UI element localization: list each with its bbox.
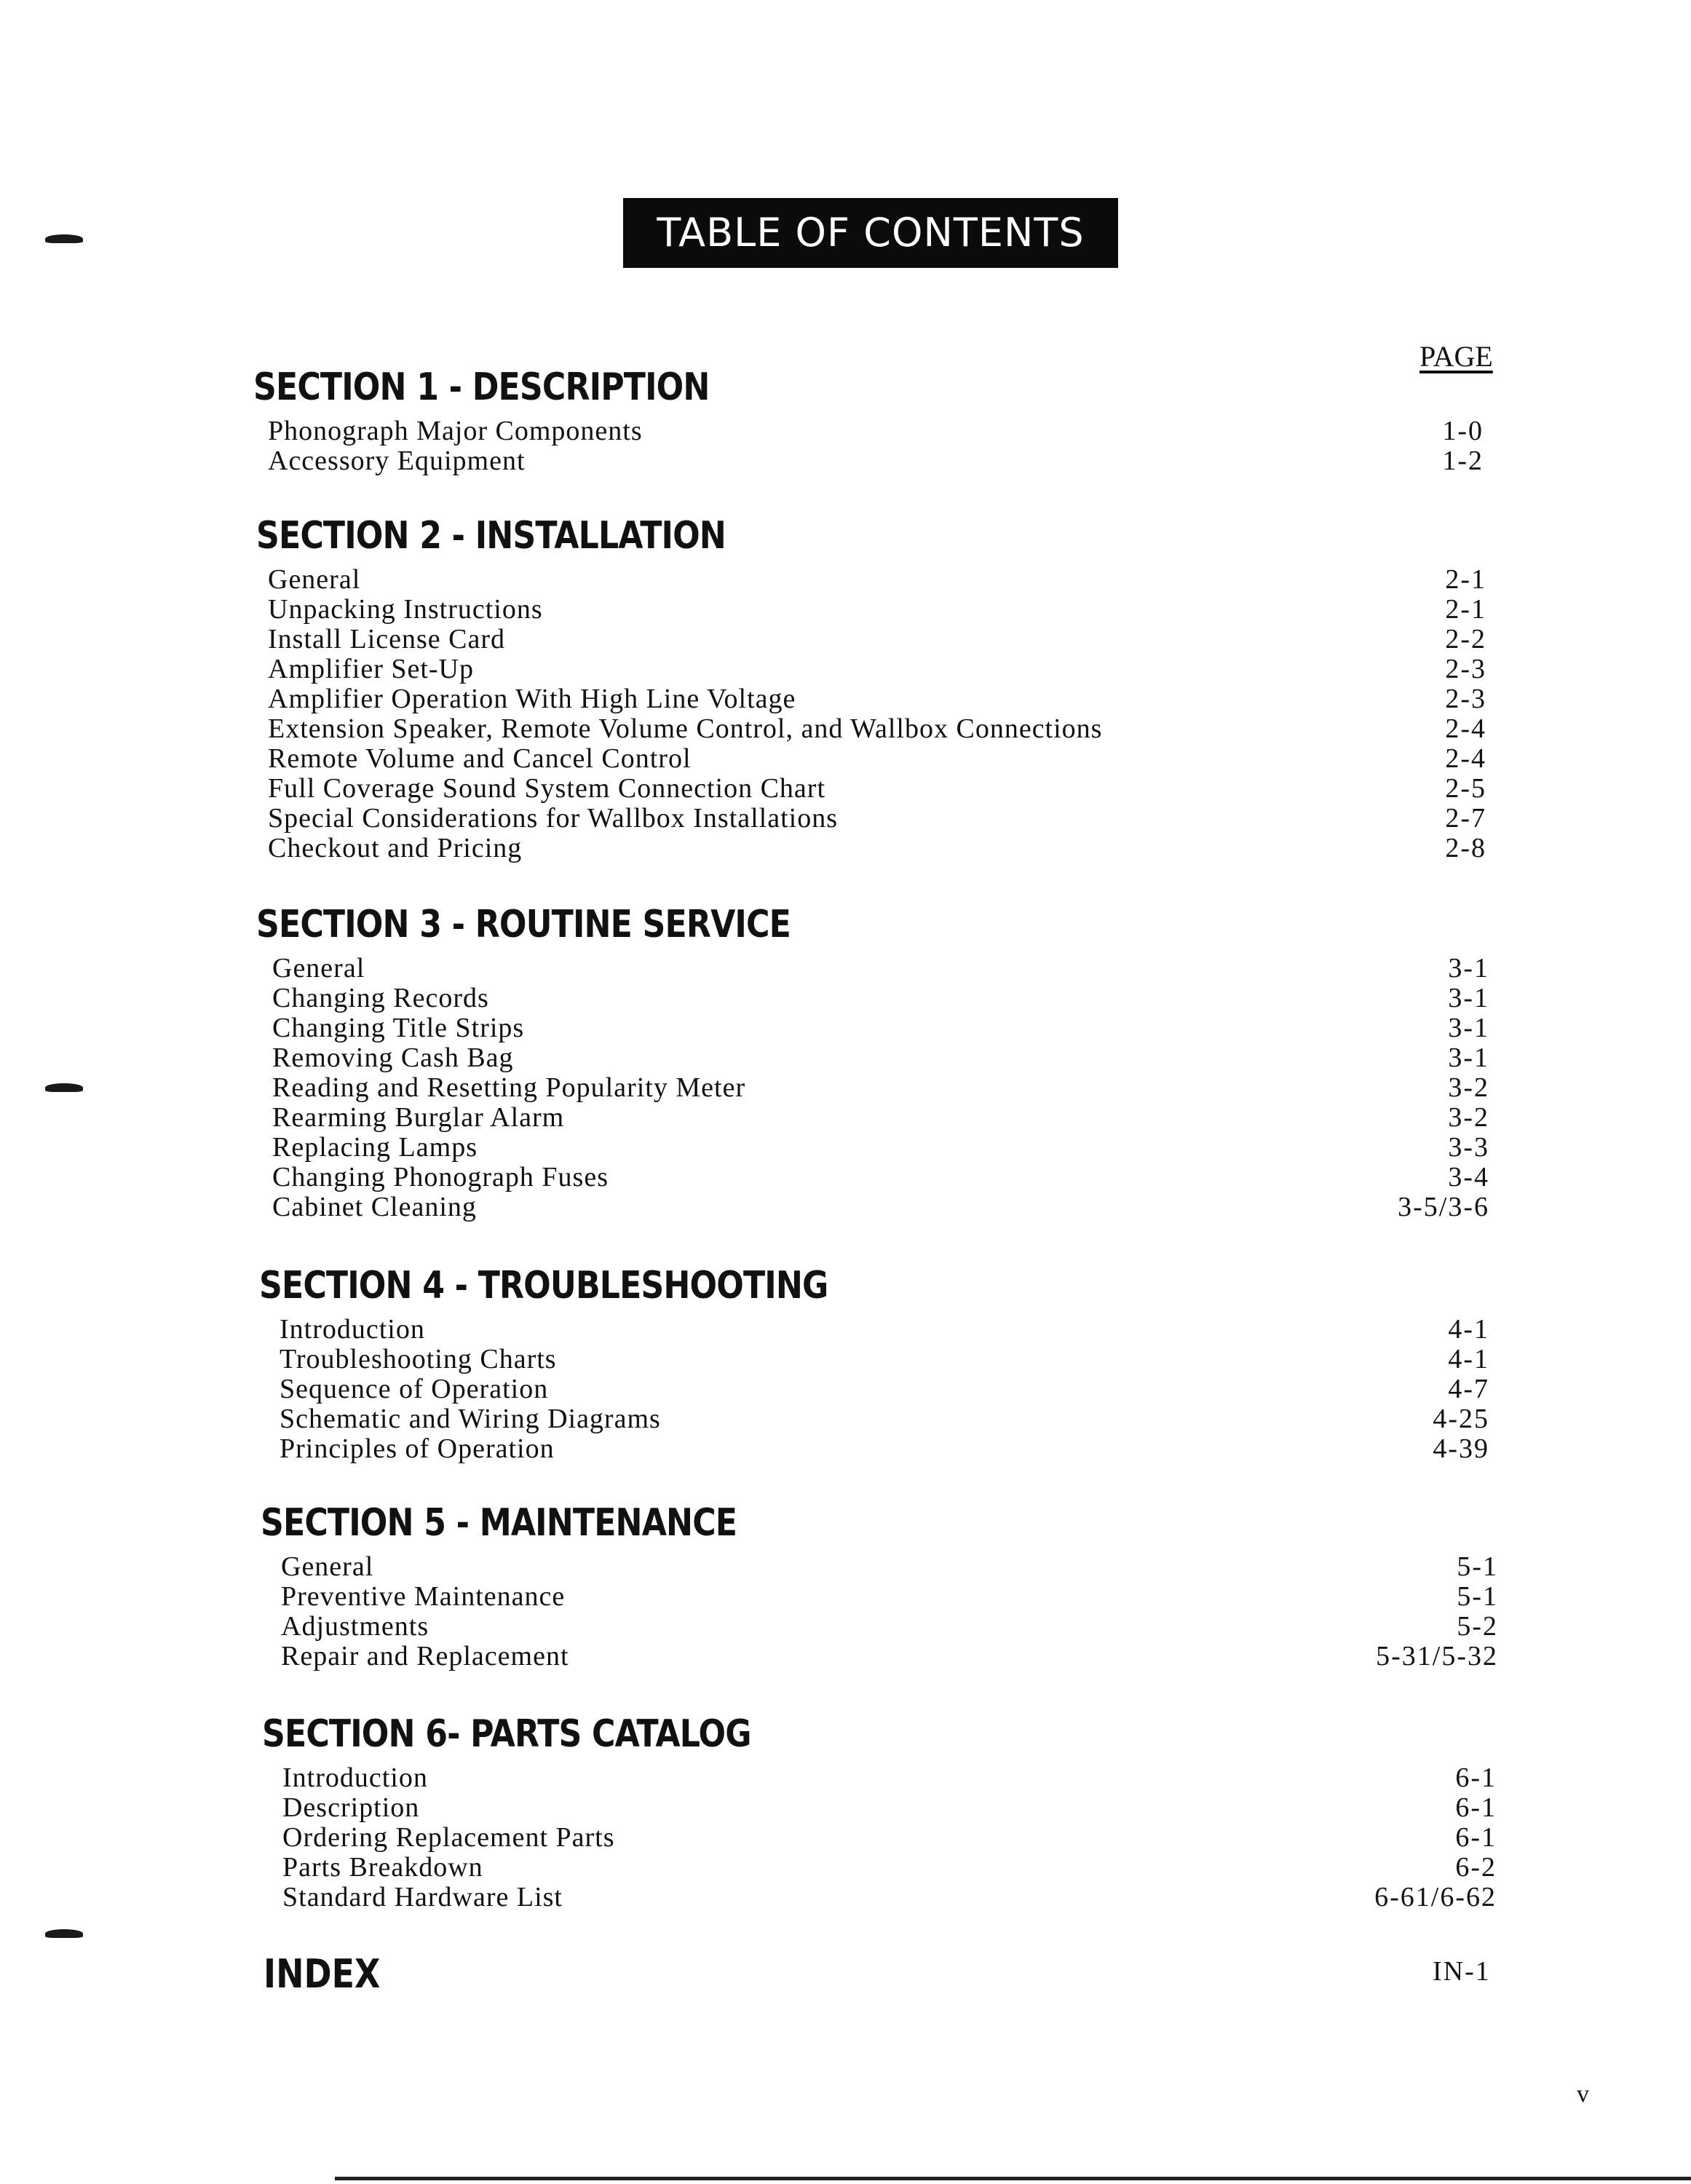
entry-page: 5-1 <box>1457 1581 1498 1612</box>
entry-page: 3-1 <box>1448 1013 1489 1043</box>
section-1 <box>253 364 1484 476</box>
entry-label: Full Coverage Sound System Connection Chart <box>268 773 826 804</box>
entry-label: Install License Card <box>268 624 506 654</box>
entry-label: General <box>272 953 365 984</box>
entry-label: Standard Hardware List <box>282 1882 563 1912</box>
entry-page: 3-2 <box>1448 1072 1489 1103</box>
toc-entry[interactable] <box>268 654 1486 684</box>
entry-label: Reading and Resetting Popularity Meter <box>272 1072 746 1103</box>
toc-entry[interactable] <box>268 834 1486 863</box>
entry-label: Introduction <box>280 1314 425 1345</box>
entry-page: 2-8 <box>1445 833 1486 863</box>
toc-entry[interactable] <box>281 1642 1498 1671</box>
section-entries <box>261 1552 1498 1671</box>
toc-entry[interactable] <box>280 1374 1489 1404</box>
entry-page: 3-4 <box>1448 1162 1489 1192</box>
entry-page: 1-2 <box>1442 446 1484 476</box>
entry-label: Changing Records <box>272 983 489 1013</box>
section-heading: SECTION 3 - ROUTINE SERVICE <box>256 903 791 946</box>
entry-label: General <box>281 1551 374 1582</box>
entry-label: Rearming Burglar Alarm <box>272 1102 565 1133</box>
index-page: IN-1 <box>1433 1956 1491 1987</box>
entry-label: Special Considerations for Wallbox Installations <box>268 803 839 834</box>
entry-label: Extension Speaker, Remote Volume Control, and Wallbox Connections <box>268 713 1103 744</box>
section-heading: SECTION 5 - MAINTENANCE <box>261 1501 737 1545</box>
entry-page: 2-4 <box>1445 743 1486 774</box>
section-6 <box>262 1711 1497 1912</box>
toc-entry[interactable] <box>268 684 1486 714</box>
toc-entry[interactable] <box>281 1582 1498 1612</box>
section-entries <box>259 1315 1489 1464</box>
toc-entry[interactable] <box>272 1163 1489 1192</box>
section-heading: SECTION 4 - TROUBLESHOOTING <box>259 1264 828 1307</box>
entry-page: 3-1 <box>1448 953 1489 984</box>
entry-label: Replacing Lamps <box>272 1132 478 1163</box>
entry-page: 6-2 <box>1455 1852 1497 1883</box>
section-entries <box>256 954 1489 1222</box>
entry-label: Amplifier Operation With High Line Voltage <box>268 684 796 714</box>
entry-page: 6-1 <box>1455 1822 1497 1853</box>
toc-entry[interactable] <box>281 1612 1498 1642</box>
section-2 <box>256 513 1486 863</box>
entry-page: 6-1 <box>1455 1762 1497 1793</box>
toc-entry[interactable] <box>282 1823 1497 1853</box>
toc-entry[interactable] <box>272 954 1489 984</box>
entry-page: 2-4 <box>1445 713 1486 744</box>
entry-page: 2-1 <box>1445 564 1486 595</box>
section-entries <box>253 416 1484 476</box>
entry-page: 3-1 <box>1448 983 1489 1013</box>
section-heading: SECTION 6- PARTS CATALOG <box>262 1712 751 1756</box>
entry-page: 2-2 <box>1445 624 1486 654</box>
entry-label: Introduction <box>282 1762 428 1793</box>
entry-page: 1-0 <box>1442 416 1484 446</box>
entry-page: 6-1 <box>1455 1792 1497 1823</box>
toc-entry[interactable] <box>268 595 1486 625</box>
toc-entry[interactable] <box>268 416 1484 446</box>
toc-entry[interactable] <box>268 744 1486 774</box>
section-entries <box>262 1763 1497 1912</box>
toc-entry[interactable] <box>282 1883 1497 1912</box>
toc-entry[interactable] <box>272 1133 1489 1163</box>
punch-hole-mark-top <box>45 234 83 243</box>
entry-page: 4-39 <box>1433 1433 1489 1464</box>
entry-label: Changing Title Strips <box>272 1013 525 1043</box>
toc-entry[interactable] <box>282 1763 1497 1793</box>
entry-page: 4-25 <box>1433 1404 1489 1434</box>
toc-entry[interactable] <box>272 1073 1489 1103</box>
entry-page: 2-5 <box>1445 773 1486 804</box>
toc-entry[interactable] <box>268 565 1486 595</box>
entry-page: 5-1 <box>1457 1551 1498 1582</box>
toc-entry[interactable] <box>268 625 1486 654</box>
toc-entry[interactable] <box>272 1043 1489 1073</box>
entry-label: Repair and Replacement <box>281 1641 569 1671</box>
entry-label: Parts Breakdown <box>282 1852 483 1883</box>
toc-entry[interactable] <box>268 804 1486 834</box>
section-4 <box>259 1262 1489 1464</box>
page-number: v <box>1577 2081 1589 2108</box>
toc-entry[interactable] <box>280 1315 1489 1345</box>
entry-label: Phonograph Major Components <box>268 416 643 446</box>
entry-label: Changing Phonograph Fuses <box>272 1162 609 1192</box>
entry-label: Amplifier Set-Up <box>268 654 475 684</box>
toc-entry[interactable] <box>272 984 1489 1013</box>
toc-entry[interactable] <box>272 1013 1489 1043</box>
entry-label: Sequence of Operation <box>280 1374 549 1404</box>
toc-entry[interactable] <box>280 1434 1489 1464</box>
index-heading[interactable]: INDEX <box>264 1951 381 1997</box>
entry-label: Remote Volume and Cancel Control <box>268 743 692 774</box>
entry-page: 3-3 <box>1448 1132 1489 1163</box>
entry-label: Troubleshooting Charts <box>280 1344 557 1374</box>
entry-page: 2-1 <box>1445 594 1486 625</box>
footer-rule <box>335 2177 1691 2180</box>
entry-label: Cabinet Cleaning <box>272 1192 477 1222</box>
entry-label: Removing Cash Bag <box>272 1042 514 1073</box>
toc-entry[interactable] <box>281 1552 1498 1582</box>
toc-entry[interactable] <box>282 1793 1497 1823</box>
entry-label: Schematic and Wiring Diagrams <box>280 1404 661 1434</box>
entry-label: Preventive Maintenance <box>281 1581 566 1612</box>
toc-entry[interactable] <box>272 1192 1489 1222</box>
punch-hole-mark-middle <box>45 1083 83 1092</box>
entry-label: Description <box>282 1792 420 1823</box>
toc-entry[interactable] <box>268 714 1486 744</box>
page-column-label: PAGE <box>1419 340 1493 373</box>
entry-page: 3-5/3-6 <box>1398 1192 1489 1222</box>
page-title: TABLE OF CONTENTS <box>623 198 1118 268</box>
entry-page: 2-3 <box>1445 654 1486 684</box>
punch-hole-mark-bottom <box>45 1929 83 1938</box>
entry-label: Adjustments <box>281 1611 429 1642</box>
toc-entry[interactable] <box>268 446 1484 476</box>
section-entries <box>256 565 1486 863</box>
entry-label: Checkout and Pricing <box>268 833 523 863</box>
toc-entry[interactable] <box>272 1103 1489 1133</box>
entry-page: 2-7 <box>1445 803 1486 834</box>
section-heading: SECTION 2 - INSTALLATION <box>256 514 726 558</box>
toc-entry[interactable] <box>280 1404 1489 1434</box>
entry-page: 3-2 <box>1448 1102 1489 1133</box>
entry-label: General <box>268 564 361 595</box>
entry-label: Unpacking Instructions <box>268 594 543 625</box>
entry-page: 4-1 <box>1448 1314 1489 1345</box>
entry-label: Principles of Operation <box>280 1433 555 1464</box>
entry-label: Ordering Replacement Parts <box>282 1822 615 1853</box>
entry-page: 5-31/5-32 <box>1376 1641 1498 1671</box>
section-3 <box>256 901 1489 1222</box>
toc-entry[interactable] <box>280 1345 1489 1374</box>
entry-page: 5-2 <box>1457 1611 1498 1642</box>
entry-page: 4-1 <box>1448 1344 1489 1374</box>
toc-entry[interactable] <box>268 774 1486 804</box>
toc-entry[interactable] <box>282 1853 1497 1883</box>
entry-page: 6-61/6-62 <box>1374 1882 1497 1912</box>
entry-page: 2-3 <box>1445 684 1486 714</box>
entry-label: Accessory Equipment <box>268 446 526 476</box>
section-5 <box>261 1500 1498 1671</box>
entry-page: 3-1 <box>1448 1042 1489 1073</box>
section-heading: SECTION 1 - DESCRIPTION <box>253 365 710 409</box>
entry-page: 4-7 <box>1448 1374 1489 1404</box>
